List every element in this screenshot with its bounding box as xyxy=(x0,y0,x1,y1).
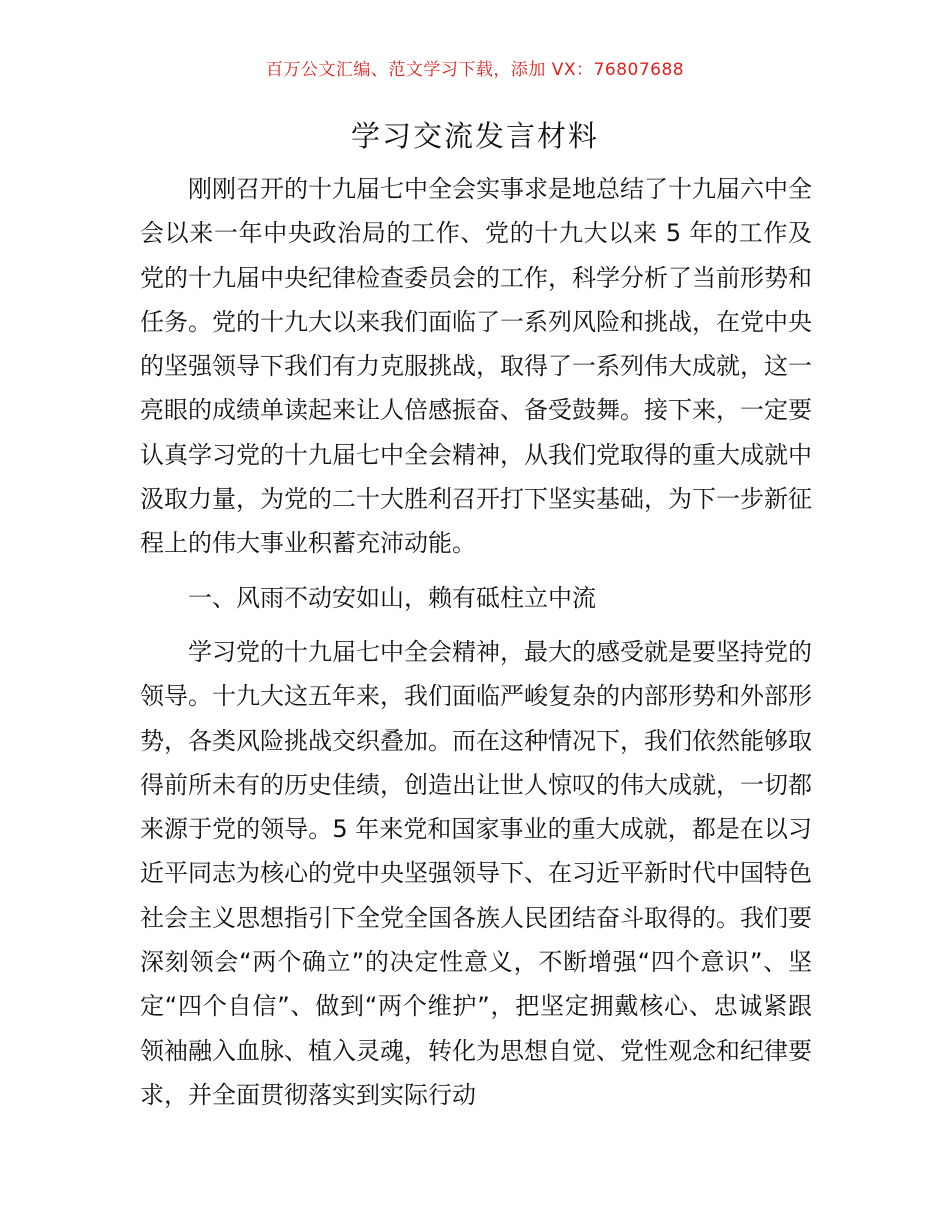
page-title: 学习交流发言材料 xyxy=(350,119,599,153)
section-heading-1: 一、风雨不动安如山，赖有砥柱立中流 xyxy=(188,583,596,612)
paragraph-section-1: 学习党的十九届七中全会精神，最大的感受就是要坚持党的领导。十九大这五年来，我们面临严峻复杂的内部形势和外部形势，各类风险挑战交织叠加。而在这种情况下，我们依然能够取得前所未有的历史佳绩，创造出让世人惊叹的伟大成就，一切都来源于党的领导。5 年来党和国家事业的重大成就，都是在以习近平同志为核心的党中央坚强领导下、在习近平新时代中国特色社会主义思想指引下全党全国各族人民团结奋斗取得的。我们要深刻领会“两个确立”的决定性意义，不断增强“四个意识”、坚定“四个自信”、做到“两个维护”，把坚定拥戴核心、忠诚紧跟领袖融入血脉、植入灵魂，转化为思想自觉、党性观念和纪律要求，并全面贯彻落实到实际行动 xyxy=(140,637,812,1109)
paragraph-intro: 刚刚召开的十九届七中全会实事求是地总结了十九届六中全会以来一年中央政治局的工作、党的十九大以来 5 年的工作及党的十九届中央纪律检查委员会的工作，科学分析了当前形势和任务。党的十九大以来我们面临了一系列风险和挑战，在党中央的坚强领导下我们有力克服挑战，取得了一系列伟大成就，这一亮眼的成绩单读起来让人倍感振奋、备受鼓舞。接下来，一定要认真学习党的十九届七中全会精神，从我们党取得的重大成就中汲取力量，为党的二十大胜利召开打下坚实基础，为下一步新征程上的伟大事业积蓄充沛动能。 xyxy=(140,175,812,558)
document-body xyxy=(140,167,812,1117)
promo-header-note: 百万公文汇编、范文学习下载，添加 VX：76807688 xyxy=(265,60,685,80)
